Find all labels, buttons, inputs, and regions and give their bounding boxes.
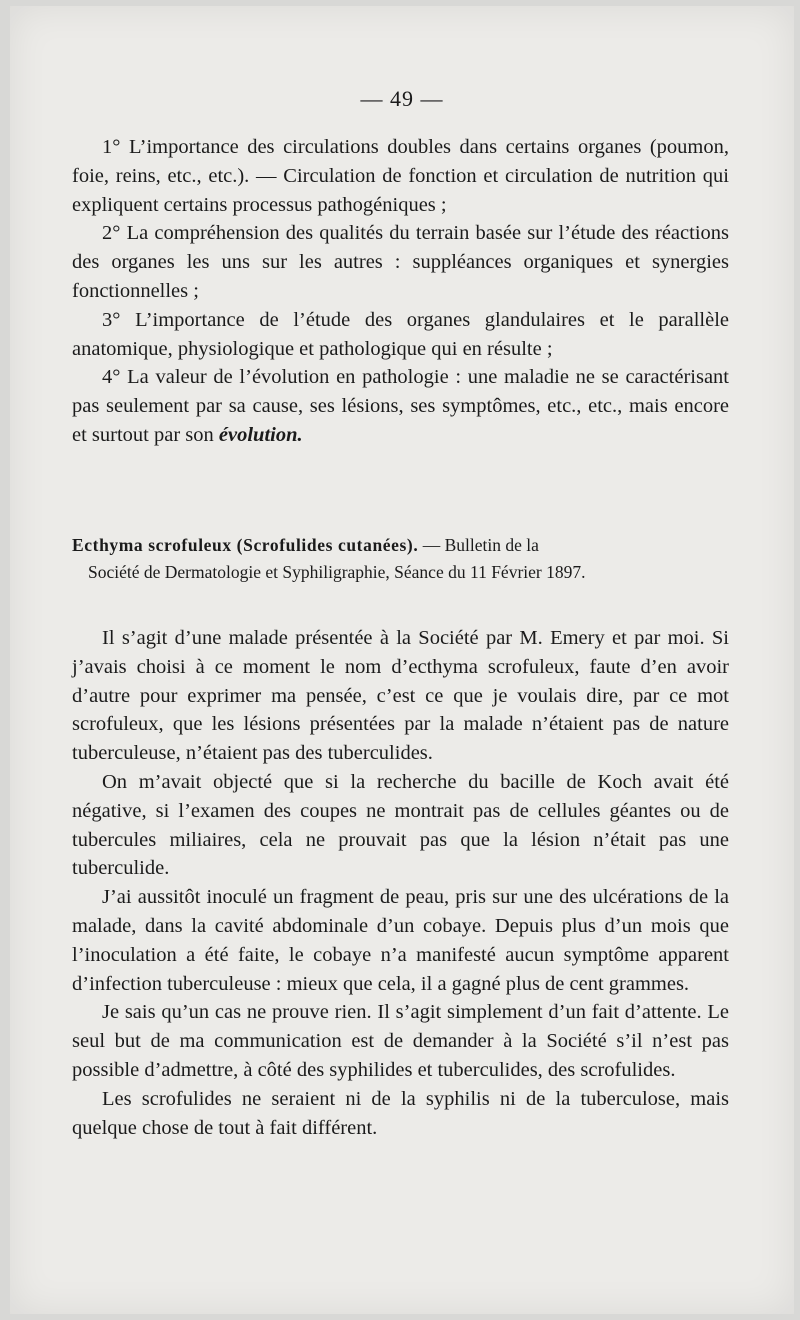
book-page [10,6,794,1314]
emphasis-evolution: évolution. [218,423,303,446]
bibliographic-entry [72,532,729,586]
entry-line-2: Société de Dermatologie et Syphiligraphie, Séance du 11 Février 1897. [88,562,586,582]
paragraph: J’ai aussitôt inoculé un fragment de peau, pris sur une des ulcérations de la malade, dans la cavité abdominale d’un cobaye. Depuis plus d’un mois que l’inoculation a été faite, le cobaye n’a manifesté aucun symptôme apparent d’infection tuberculeuse : mieux que cela, il a gagné plus de cent grammes. [72,886,729,995]
list-item-4 [72,363,729,449]
list-number: 1° [102,136,121,158]
paragraph: On m’avait objecté que si la recherche du bacille de Koch avait été négative, si l’examen des coupes ne montrait pas de cellules géantes ou de tubercules miliaires, cela ne prouvait pas que la lésion n’était pas une tuberculide. [72,770,729,880]
article-body [72,624,729,1142]
page-number: — 49 — [360,86,444,111]
list-text: L’importance de l’étude des organes glandulaires et le parallèle anatomique, physiologique et pathologique qui en résulte ; [72,308,729,360]
entry-line-1 [72,532,729,559]
list-item-1 [72,133,729,219]
entry-source: — Bulletin de la [418,535,539,555]
paragraph: Les scrofulides ne seraient ni de la syphilis ni de la tuberculose, mais quelque chose de tout à fait différent. [72,1087,729,1139]
list-text: La compréhension des qualités du terrain basée sur l’étude des réactions des organes les uns sur les autres : suppléances organiques et synergies fonctionnelles ; [72,222,730,302]
list-number: 4° [102,366,121,389]
paragraph: Il s’agit d’une malade présentée à la Société par M. Emery et par moi. Si j’avais choisi à ce moment le nom d’ecthyma scrofuleux, faute d’en avoir d’autre pour exprimer ma pensée, c’est ce que je voulais dire, par ce mot scrofuleux, que les lésions présentées par la malade n’étaient pas de nature tuberculeuse, n’étaient pas des tuberculides. [72,627,729,765]
list-number: 3° [102,308,121,331]
list-item-3 [72,306,729,364]
list-text: La valeur de l’évolution en pathologie : une maladie ne se caractérisant pas seulement par sa cause, ses lésions, ses symptômes, etc., etc., mais encore et surtout par son [72,366,729,446]
list-number: 2° [102,222,121,245]
list-item-2 [72,219,729,305]
list-text: L’importance des circulations doubles dans certains organes (poumon, foie, reins, etc., etc.). — Circulation de fonction et circulation de nutrition qui expliquent certains processus pathogéniques ; [72,136,730,216]
numbered-list [72,133,729,450]
entry-title: Ecthyma scrofuleux (Scrofulides cutanées). [72,535,419,555]
paragraph: Je sais qu’un cas ne prouve rien. Il s’agit simplement d’un fait d’attente. Le seul but de ma communication est de demander à la Société s’il n’est pas possible d’admettre, à côté des syphilides et tuberculides, des scrofulides. [72,1001,729,1081]
